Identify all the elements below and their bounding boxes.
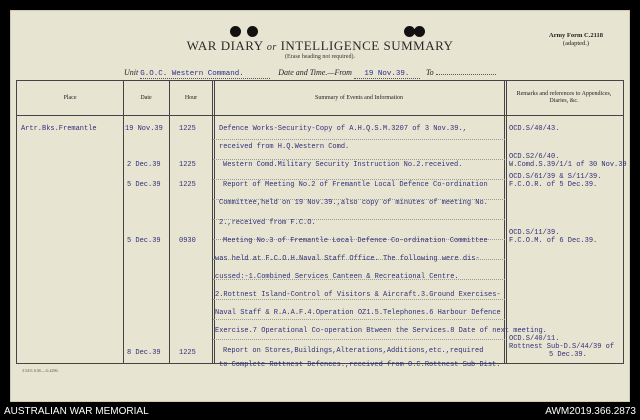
punch-hole <box>230 26 241 37</box>
title-or: or <box>266 42 277 53</box>
form-reference <box>536 32 616 48</box>
punch-hole <box>247 26 258 37</box>
col-divider <box>169 81 170 363</box>
ruled-line <box>213 159 505 160</box>
to-label: To <box>425 68 434 77</box>
entry-date: 2 Dec.39 <box>127 161 161 169</box>
col-divider <box>504 81 507 363</box>
entry-hour: 1225 <box>179 181 196 189</box>
subtitle: (Erase heading not required). <box>285 54 355 60</box>
unit-line <box>124 68 496 79</box>
archive-accession-number: AWM2019.366.2873 <box>545 406 636 417</box>
diary-sheet <box>10 10 630 402</box>
entry-remark: 5 Dec.39. <box>549 351 587 359</box>
entry-remark: F.C.O.M. of 6 Dec.39. <box>509 237 598 245</box>
date-time-label: Date and Time.—From <box>278 68 352 77</box>
ruled-line <box>213 139 505 140</box>
entry-summary-line: Report of Meeting No.2 of Fremantle Local Defence Co-ordination <box>223 181 488 189</box>
entry-date: 19 Nov.39 <box>125 125 163 133</box>
entry-remark: OCD.S/40/11. <box>509 335 560 343</box>
diary-table <box>16 80 627 369</box>
archive-caption <box>0 404 640 420</box>
entry-summary-line: 2.Rottnest Island-Control of Visitors & Aircraft.3.Ground Exercises- <box>215 291 501 299</box>
entry-remark: F.C.O.R. of 5 Dec.39. <box>509 181 598 189</box>
entry-remark: OCD.S2/6/40. <box>509 153 560 161</box>
archive-name: AUSTRALIAN WAR MEMORIAL <box>4 406 149 417</box>
entry-summary-line: Naval Staff & R.A.A.F.4.Operation OZ1.5.Telephones.6 Harbour Defence <box>215 309 501 317</box>
to-value <box>436 74 496 75</box>
entry-summary-line: cussed:-1.Combined Services Canteen & Recreational Centre. <box>215 273 459 281</box>
entry-date: 5 Dec.39 <box>127 237 161 245</box>
entry-date: 5 Dec.39 <box>127 181 161 189</box>
entry-summary-line: Exercise.7 Operational Co-operation Btween the Services.8 Date of next meeting. <box>215 327 547 335</box>
unit-label: Unit <box>124 68 139 77</box>
entry-hour: 1225 <box>179 161 196 169</box>
form-ref-adapted: (adapted.) <box>562 40 590 47</box>
col-header-place: Place <box>63 94 77 101</box>
from-value: 19 Nov.39. <box>354 70 420 79</box>
entry-remark: OCD.S/40/43. <box>509 125 560 133</box>
unit-value: G.O.C. Western Command. <box>140 70 270 79</box>
entry-remark: W.Comd.S.39/1/1 of 30 Nov.39 <box>509 161 627 169</box>
title-war-diary: WAR DIARY <box>186 38 264 53</box>
form-ref-number: Army Form C.2118 <box>549 32 603 39</box>
title-intel-summary: INTELLIGENCE SUMMARY <box>280 38 454 53</box>
entry-summary-line: to Complete Rottnest Defences.,received from O.C.Rottnest Sub-Dist. <box>219 361 501 369</box>
entry-remark: OCD.S/61/39 & S/11/39. <box>509 173 602 181</box>
entry-summary-line: Meeting No.3 of Fremantle Local Defence Co-ordination Committee <box>223 237 488 245</box>
entry-summary-line: 2.,received from F.C.O. <box>219 219 316 227</box>
entry-hour: 1225 <box>179 125 196 133</box>
entry-summary-line: received from H.Q.Western Comd. <box>219 143 350 151</box>
ruled-line <box>213 179 505 180</box>
ruled-line <box>213 339 505 340</box>
entry-place: Artr.Bks.Fremantle <box>21 125 97 133</box>
entry-summary-line: Defence Works-Security-Copy of A.H.Q.S.M.3207 of 3 Nov.39., <box>219 125 467 133</box>
entry-remark: Rottnest Sub-D.S/44/39 of <box>509 343 615 351</box>
entry-summary-line: Committee,held on 19 Nov.39.,also copy of minutes of meeting No. <box>219 199 488 207</box>
col-header-remarks: Remarks and references to Appendices, Diaries, &c. <box>516 91 612 104</box>
form-print-code: 3.5411.S.M.—G.4296. <box>22 368 59 373</box>
col-header-summary: Summary of Events and Information <box>315 94 403 101</box>
header-divider <box>17 115 623 116</box>
entry-summary-line: Report on Stores,Buildings,Alterations,Additions,etc.,required <box>223 347 484 355</box>
entry-date: 8 Dec.39 <box>127 349 161 357</box>
entry-summary-line: was held at F.C.O.H.Naval Staff Office. The following were dis- <box>215 255 480 263</box>
ruled-line <box>213 319 505 320</box>
col-header-hour: Hour <box>184 94 198 101</box>
entry-summary-line: Western Comd.Military Security Instruction No.2.received. <box>223 161 463 169</box>
punch-hole <box>414 26 425 37</box>
entry-remark: OCD.S/11/39. <box>509 229 560 237</box>
col-header-date: Date <box>140 94 152 101</box>
entry-hour: 0930 <box>179 237 196 245</box>
ruled-line <box>213 299 505 300</box>
col-divider <box>123 81 124 363</box>
col-divider <box>212 81 215 363</box>
entry-hour: 1225 <box>179 349 196 357</box>
